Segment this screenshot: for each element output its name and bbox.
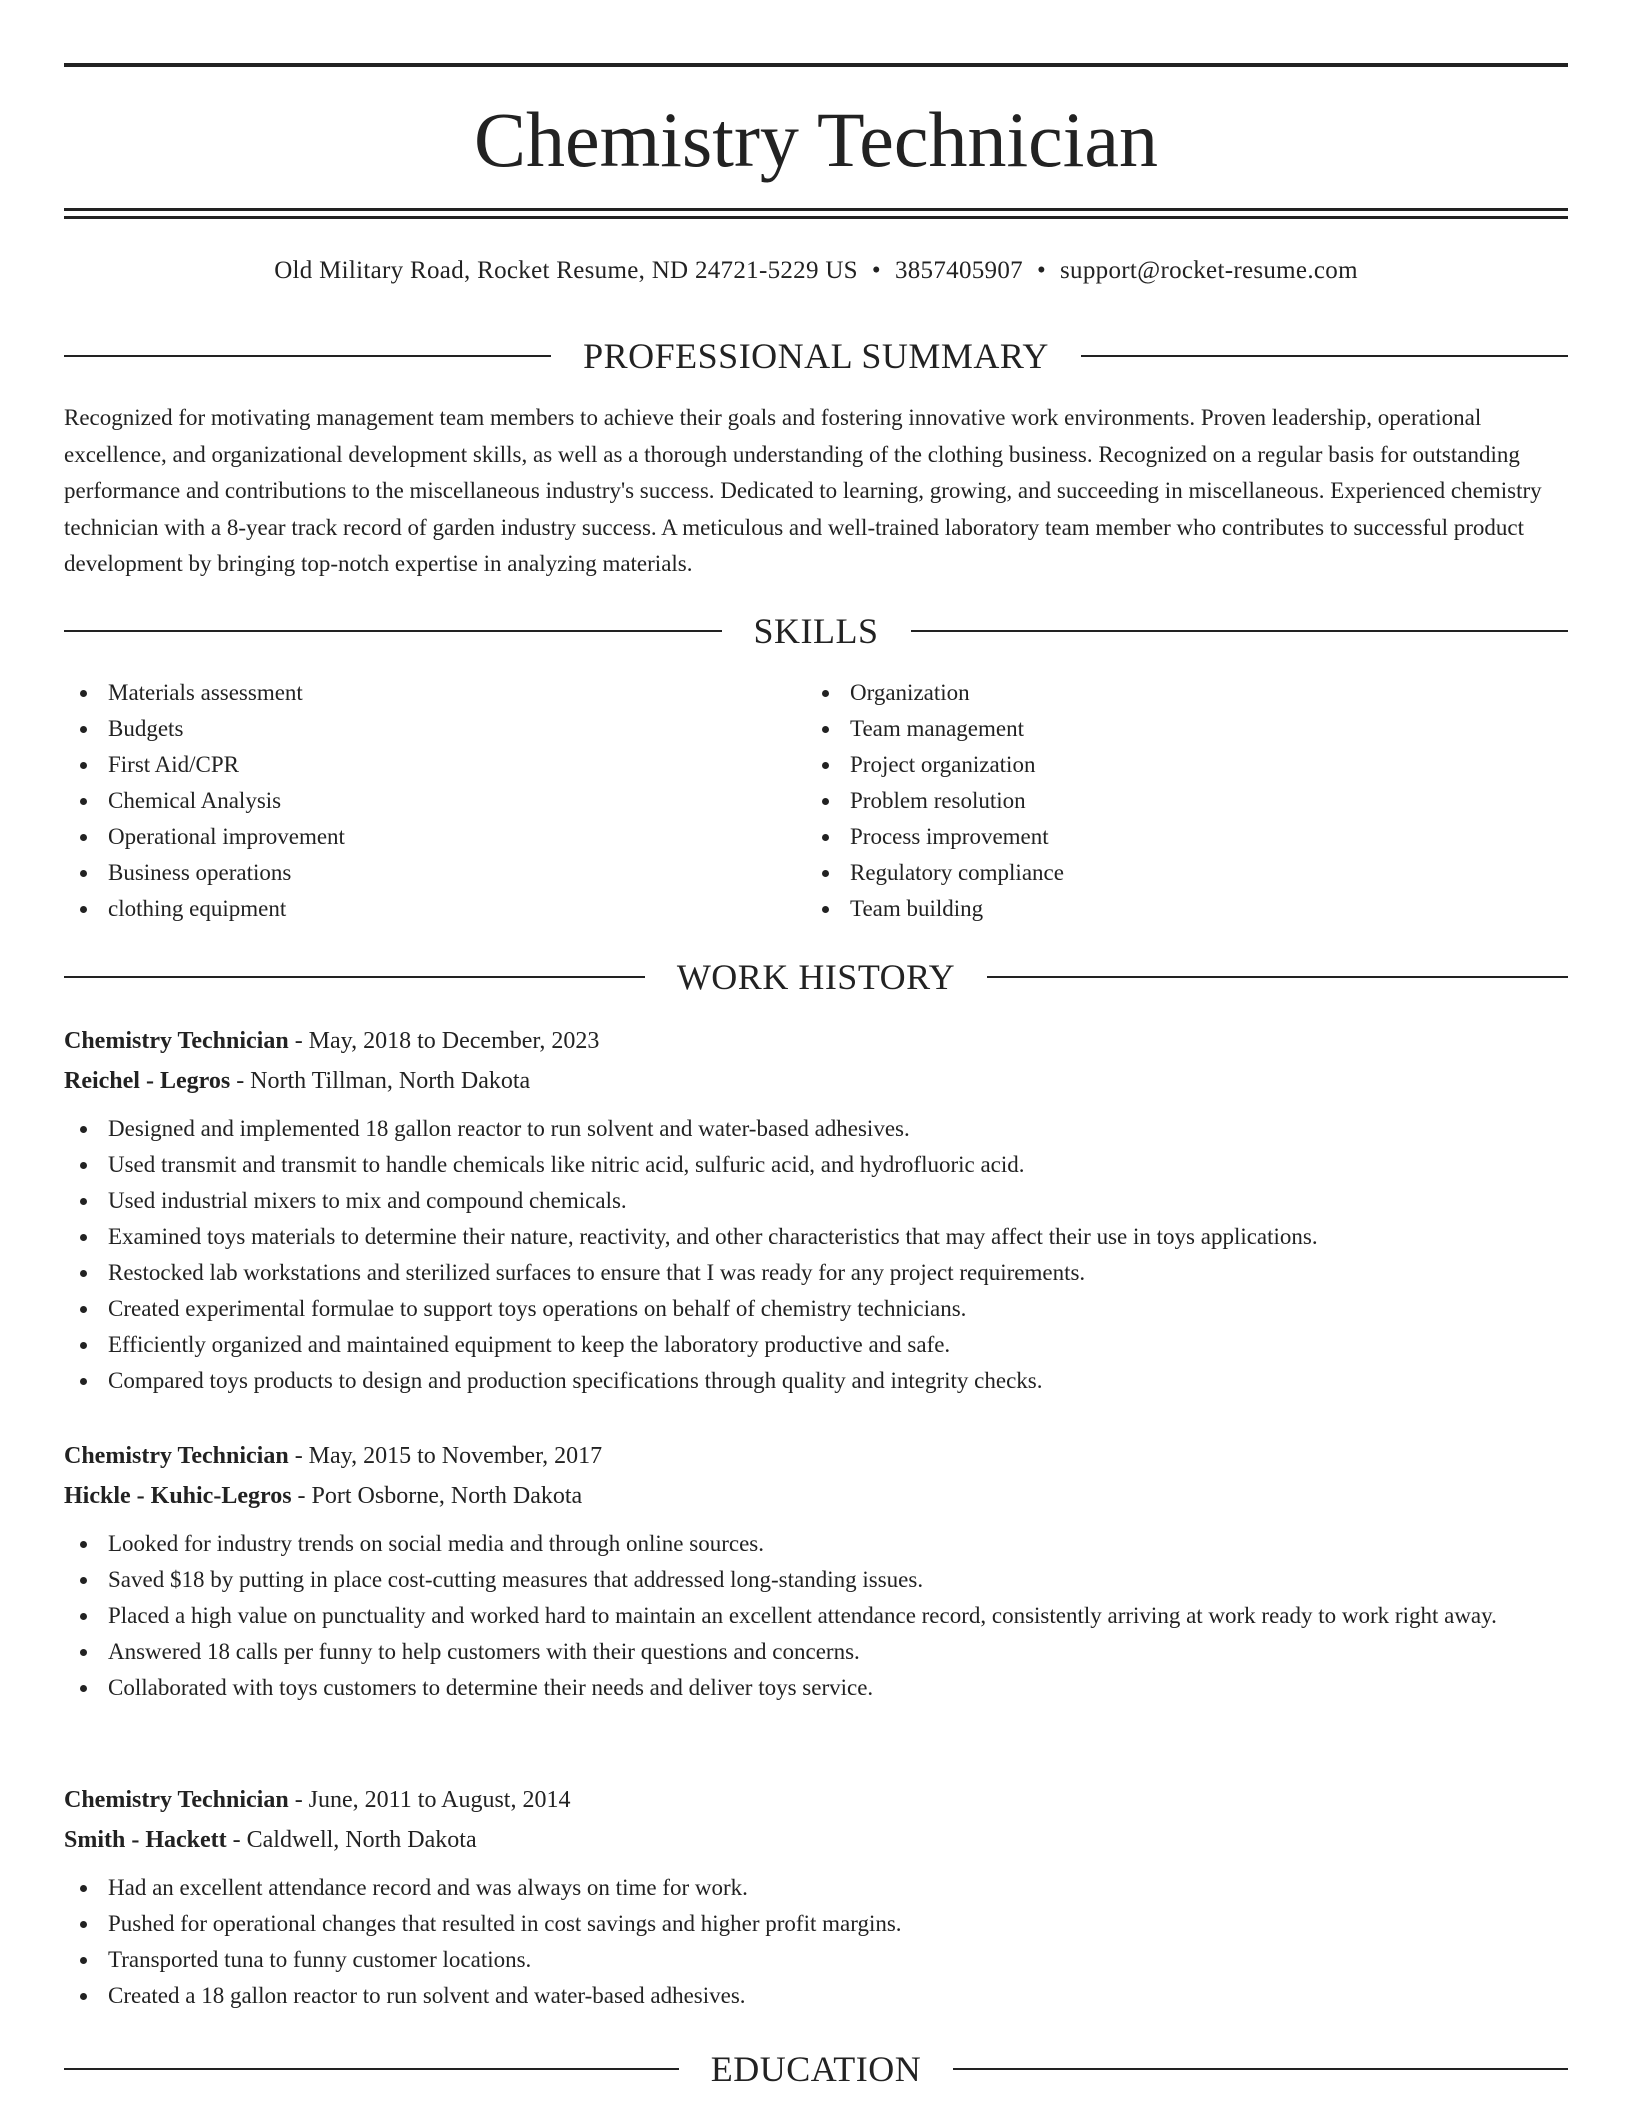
job-duties-list	[64, 1870, 1568, 2014]
job-title-line	[64, 1021, 1568, 1061]
job-duty: Used transmit and transmit to handle chemicals like nitric acid, sulfuric acid, and hydrofluoric acid.	[64, 1147, 1568, 1183]
job-title-line	[64, 1436, 1568, 1476]
job-location: - North Tillman, North Dakota	[230, 1068, 531, 1094]
job-company-line	[64, 1061, 1568, 1101]
section-rule-left	[64, 630, 722, 632]
skills-column-right	[806, 675, 1506, 927]
skill-item: Problem resolution	[806, 783, 1506, 819]
job-title: Chemistry Technician	[64, 1787, 289, 1813]
skill-item: Regulatory compliance	[806, 855, 1506, 891]
title-rule-upper	[64, 208, 1568, 211]
skill-item: Process improvement	[806, 819, 1506, 855]
skill-item: Business operations	[64, 855, 764, 891]
job-dates: - June, 2011 to August, 2014	[288, 1787, 571, 1813]
section-rule-right	[987, 976, 1568, 978]
skill-item: clothing equipment	[64, 891, 764, 927]
skill-item: Team management	[806, 711, 1506, 747]
job-duty: Designed and implemented 18 gallon reactor to run solvent and water-based adhesives.	[64, 1111, 1568, 1147]
job-duty: Examined toys materials to determine their nature, reactivity, and other characteristics that may affect their use in toys applications.	[64, 1219, 1568, 1255]
job-title: Chemistry Technician	[64, 1028, 289, 1054]
section-label: WORK HISTORY	[676, 957, 956, 997]
job-title-line	[64, 1780, 1568, 1820]
job-dates: - May, 2015 to November, 2017	[288, 1443, 603, 1469]
section-heading-summary	[64, 334, 1568, 378]
job-duties-list	[64, 1526, 1568, 1706]
job-duty: Created experimental formulae to support toys operations on behalf of chemistry technicians.	[64, 1291, 1568, 1327]
job-duty: Transported tuna to funny customer locations.	[64, 1942, 1568, 1978]
job-duty: Placed a high value on punctuality and worked hard to maintain an excellent attendance record, consistently arriving at work ready to work right away.	[64, 1598, 1568, 1634]
section-rule-left	[64, 2068, 679, 2070]
skills-list-right	[806, 675, 1506, 927]
skills-list-left	[64, 675, 764, 927]
job-duty: Collaborated with toys customers to determine their needs and deliver toys service.	[64, 1670, 1568, 1706]
job-location: - Port Osborne, North Dakota	[291, 1483, 583, 1509]
section-rule-right	[911, 630, 1569, 632]
contact-separator: •	[871, 257, 881, 284]
summary-paragraph: Recognized for motivating management team members to achieve their goals and fostering innovative work environments. Proven leadership, operational excellence, and organizational development skills, as well as a thorough understanding of the clothing business. Recognized on a regular basis for outstanding performance and contributions to the miscellaneous industry's success. Dedicated to learning, growing, and succeeding in miscellaneous. Experienced chemistry technician with a 8-year track record of garden industry success. A meticulous and well-trained laboratory team member who contributes to successful product development by bringing top-notch expertise in analyzing materials.	[64, 405, 1542, 576]
job-duty: Compared toys products to design and production specifications through quality and integrity checks.	[64, 1363, 1568, 1399]
title-rule-lower	[64, 216, 1568, 219]
skill-item: Organization	[806, 675, 1506, 711]
job-company: Hickle - Kuhic-Legros	[64, 1483, 292, 1509]
job-location: - Caldwell, North Dakota	[226, 1827, 477, 1853]
contact-phone: 3857405907	[894, 257, 1023, 284]
section-rule-right	[953, 2068, 1568, 2070]
job-entry	[64, 1780, 1568, 2014]
job-duties-list	[64, 1111, 1568, 1399]
skill-item: Materials assessment	[64, 675, 764, 711]
section-rule-right	[1081, 355, 1568, 357]
section-label: PROFESSIONAL SUMMARY	[583, 336, 1049, 376]
section-label: EDUCATION	[710, 2049, 922, 2089]
job-duty: Pushed for operational changes that resulted in cost savings and higher profit margins.	[64, 1906, 1568, 1942]
section-heading-work-history	[64, 955, 1568, 999]
skill-item: Team building	[806, 891, 1506, 927]
contact-separator: •	[1036, 257, 1047, 284]
contact-email[interactable]: support@rocket-resume.com	[1060, 257, 1358, 284]
job-title: Chemistry Technician	[64, 1443, 289, 1469]
job-duty: Created a 18 gallon reactor to run solvent and water-based adhesives.	[64, 1978, 1568, 2014]
job-duty: Answered 18 calls per funny to help customers with their questions and concerns.	[64, 1634, 1568, 1670]
job-duty: Used industrial mixers to mix and compound chemicals.	[64, 1183, 1568, 1219]
section-rule-left	[64, 355, 551, 357]
section-label: SKILLS	[753, 611, 879, 651]
skill-item: Budgets	[64, 711, 764, 747]
job-duty: Efficiently organized and maintained equipment to keep the laboratory productive and safe.	[64, 1327, 1568, 1363]
section-heading-skills	[64, 609, 1568, 653]
job-company-line	[64, 1820, 1568, 1860]
job-company: Reichel - Legros	[64, 1068, 231, 1094]
job-duty: Had an excellent attendance record and was always on time for work.	[64, 1870, 1568, 1906]
job-duty: Looked for industry trends on social media and through online sources.	[64, 1526, 1568, 1562]
skill-item: Project organization	[806, 747, 1506, 783]
skill-item: Operational improvement	[64, 819, 764, 855]
job-entry	[64, 1021, 1568, 1399]
job-duty: Restocked lab workstations and sterilized surfaces to ensure that I was ready for any project requirements.	[64, 1255, 1568, 1291]
top-rule	[64, 63, 1568, 67]
section-rule-left	[64, 976, 645, 978]
skill-item: First Aid/CPR	[64, 747, 764, 783]
contact-address: Old Military Road, Rocket Resume, ND 24721-5229 US	[274, 257, 858, 284]
job-company-line	[64, 1476, 1568, 1516]
job-dates: - May, 2018 to December, 2023	[288, 1028, 600, 1054]
skills-column-left	[64, 675, 764, 927]
job-duty: Saved $18 by putting in place cost-cutting measures that addressed long-standing issues.	[64, 1562, 1568, 1598]
job-company: Smith - Hackett	[64, 1827, 227, 1853]
contact-line	[64, 254, 1568, 288]
skill-item: Chemical Analysis	[64, 783, 764, 819]
job-entry	[64, 1436, 1568, 1706]
section-heading-education	[64, 2047, 1568, 2091]
resume-title: Chemistry Technician	[473, 96, 1159, 183]
